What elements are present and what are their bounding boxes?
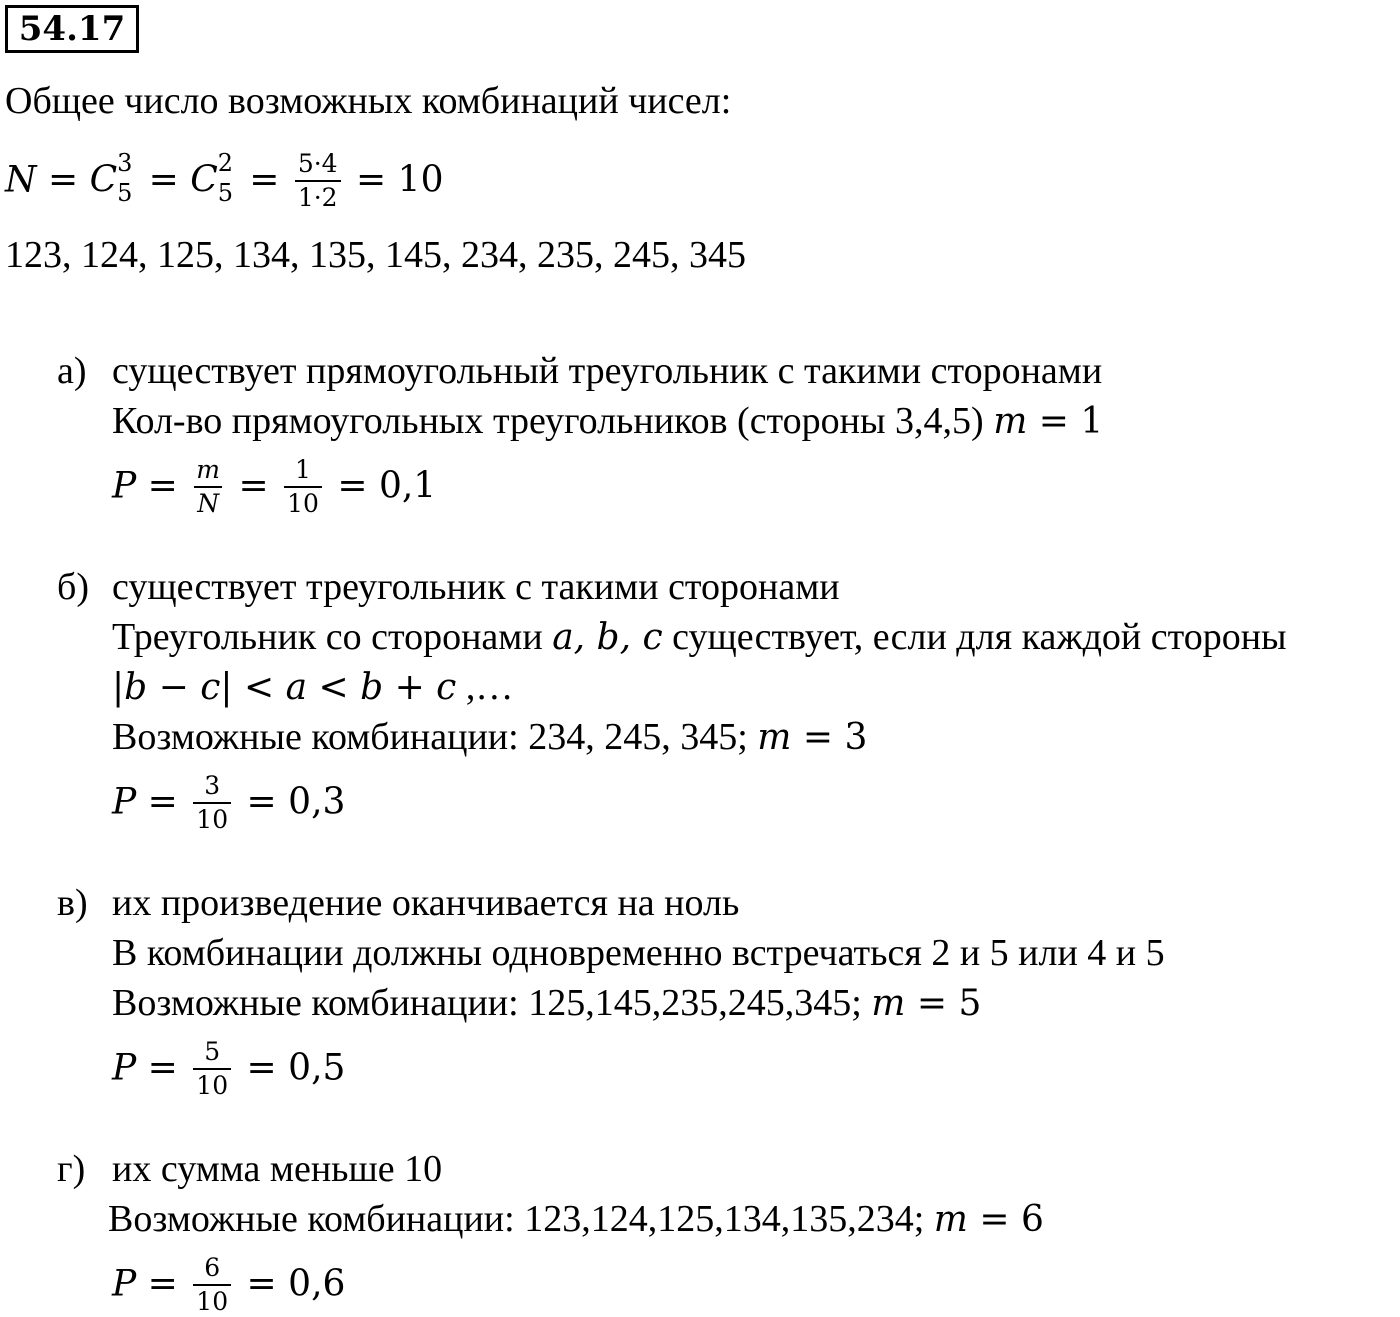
part-a-fraction-1	[193, 456, 223, 517]
part-a-line2	[112, 402, 1103, 440]
part-g-title: их сумма меньше 10	[112, 1148, 443, 1190]
fraction-numerator: 5	[204, 1037, 221, 1066]
C-sup-2: 2	[217, 148, 234, 177]
part-v-combos-label: Возможные комбинации: 125,145,235,245,345;	[112, 982, 862, 1024]
part-g-result: 0,6	[288, 1263, 346, 1305]
part-v-marker: в)	[57, 882, 88, 924]
fraction-denominator: 10	[193, 1068, 231, 1100]
part-g-combos-label: Возможные комбинации: 123,124,125,134,135,234;	[108, 1198, 925, 1240]
part-b-title: существует треугольник с такими сторонами	[112, 566, 840, 608]
part-b-inequality: |b − c| < a < b + c	[112, 667, 457, 708]
C-sub-2: 5	[217, 178, 234, 207]
fraction-denominator: N	[194, 486, 222, 518]
part-v-line2: В комбинации должны одновременно встречаться 2 и 5 или 4 и 5	[112, 932, 1165, 974]
part-a-fraction-2	[284, 456, 322, 517]
part-b-line2-prefix: Треугольник со сторонами	[112, 616, 543, 658]
fraction-numerator: 3	[204, 771, 221, 800]
fraction-denominator: 10	[193, 802, 231, 834]
equals-sign: =	[356, 159, 387, 201]
fraction-denominator: 10	[284, 486, 322, 518]
fraction-denominator: 1·2	[295, 180, 341, 212]
part-b-inequality-tail: ,…	[465, 666, 514, 708]
part-g-combos	[108, 1200, 1044, 1238]
part-b-line2	[112, 618, 1287, 656]
part-b-vars: a, b, c	[552, 617, 663, 658]
fraction-denominator: 10	[193, 1284, 231, 1316]
part-a-m-eq: m = 1	[993, 401, 1104, 442]
C-sub-1: 5	[117, 178, 133, 207]
part-b-result: 0,3	[288, 781, 346, 823]
part-b-probability: P = $\frac{3}{10}$ = 0,3	[112, 771, 346, 834]
C-symbol: C	[89, 159, 118, 201]
part-g-fraction	[193, 1254, 231, 1315]
part-b-m-eq: m = 3	[757, 717, 868, 758]
part-a-m-value: 1	[1080, 401, 1104, 442]
problem-number-badge: 54.17	[5, 5, 139, 53]
formula-N	[5, 148, 444, 213]
C-indices-2	[217, 148, 238, 207]
intro-text: Общее число возможных комбинаций чисел:	[5, 80, 732, 122]
part-g-probability: P = $\frac{6}{10}$ = 0,6	[112, 1253, 346, 1316]
fraction-numerator: 1	[295, 455, 311, 484]
C-indices-1	[117, 148, 137, 207]
part-a-result: 0,1	[378, 465, 437, 507]
part-g-marker: г)	[57, 1148, 86, 1190]
C-sup-1: 3	[117, 148, 133, 177]
part-a-line2-text: Кол-во прямоугольных треугольников (стороны 3,4,5)	[112, 400, 984, 442]
C-symbol: C	[190, 159, 218, 201]
part-b-inequality-line	[112, 668, 513, 706]
N-result: 10	[397, 159, 444, 201]
part-v-title: их произведение оканчивается на ноль	[112, 882, 740, 924]
part-b-m-value: 3	[844, 717, 868, 758]
part-b-fraction	[193, 772, 231, 833]
part-v-fraction	[193, 1038, 231, 1099]
part-b-combos	[112, 718, 867, 756]
part-g-m-value: 6	[1020, 1199, 1044, 1240]
fraction-numerator: 6	[204, 1253, 221, 1282]
fraction-numerator: 5·4	[297, 149, 338, 178]
part-b-marker: б)	[57, 566, 89, 608]
part-v-result: 0,5	[288, 1047, 346, 1089]
N-symbol: N	[5, 159, 37, 201]
part-a-marker: а)	[57, 350, 87, 392]
fraction-N	[295, 150, 341, 211]
part-v-m-eq: m = 5	[871, 983, 982, 1024]
part-v-m-value: 5	[958, 983, 982, 1024]
part-a-probability: P = $\frac{m}{N}$ = $\frac{1}{10}$ = 0,1	[112, 455, 437, 518]
part-g-m-eq: m = 6	[933, 1199, 1044, 1240]
part-v-combos	[112, 984, 981, 1022]
equals-sign: =	[249, 159, 280, 201]
part-b-line2-suffix: существует, если для каждой стороны	[672, 616, 1287, 658]
part-a-title: существует прямоугольный треугольник с такими сторонами	[112, 350, 1103, 392]
equals-sign: =	[47, 159, 79, 201]
equals-sign: =	[148, 159, 179, 201]
fraction-numerator: m	[196, 455, 221, 484]
part-b-combos-label: Возможные комбинации: 234, 245, 345;	[112, 716, 748, 758]
combos-list: 123, 124, 125, 134, 135, 145, 234, 235, 245, 345	[5, 234, 746, 276]
part-v-probability: P = $\frac{5}{10}$ = 0,5	[112, 1037, 346, 1100]
